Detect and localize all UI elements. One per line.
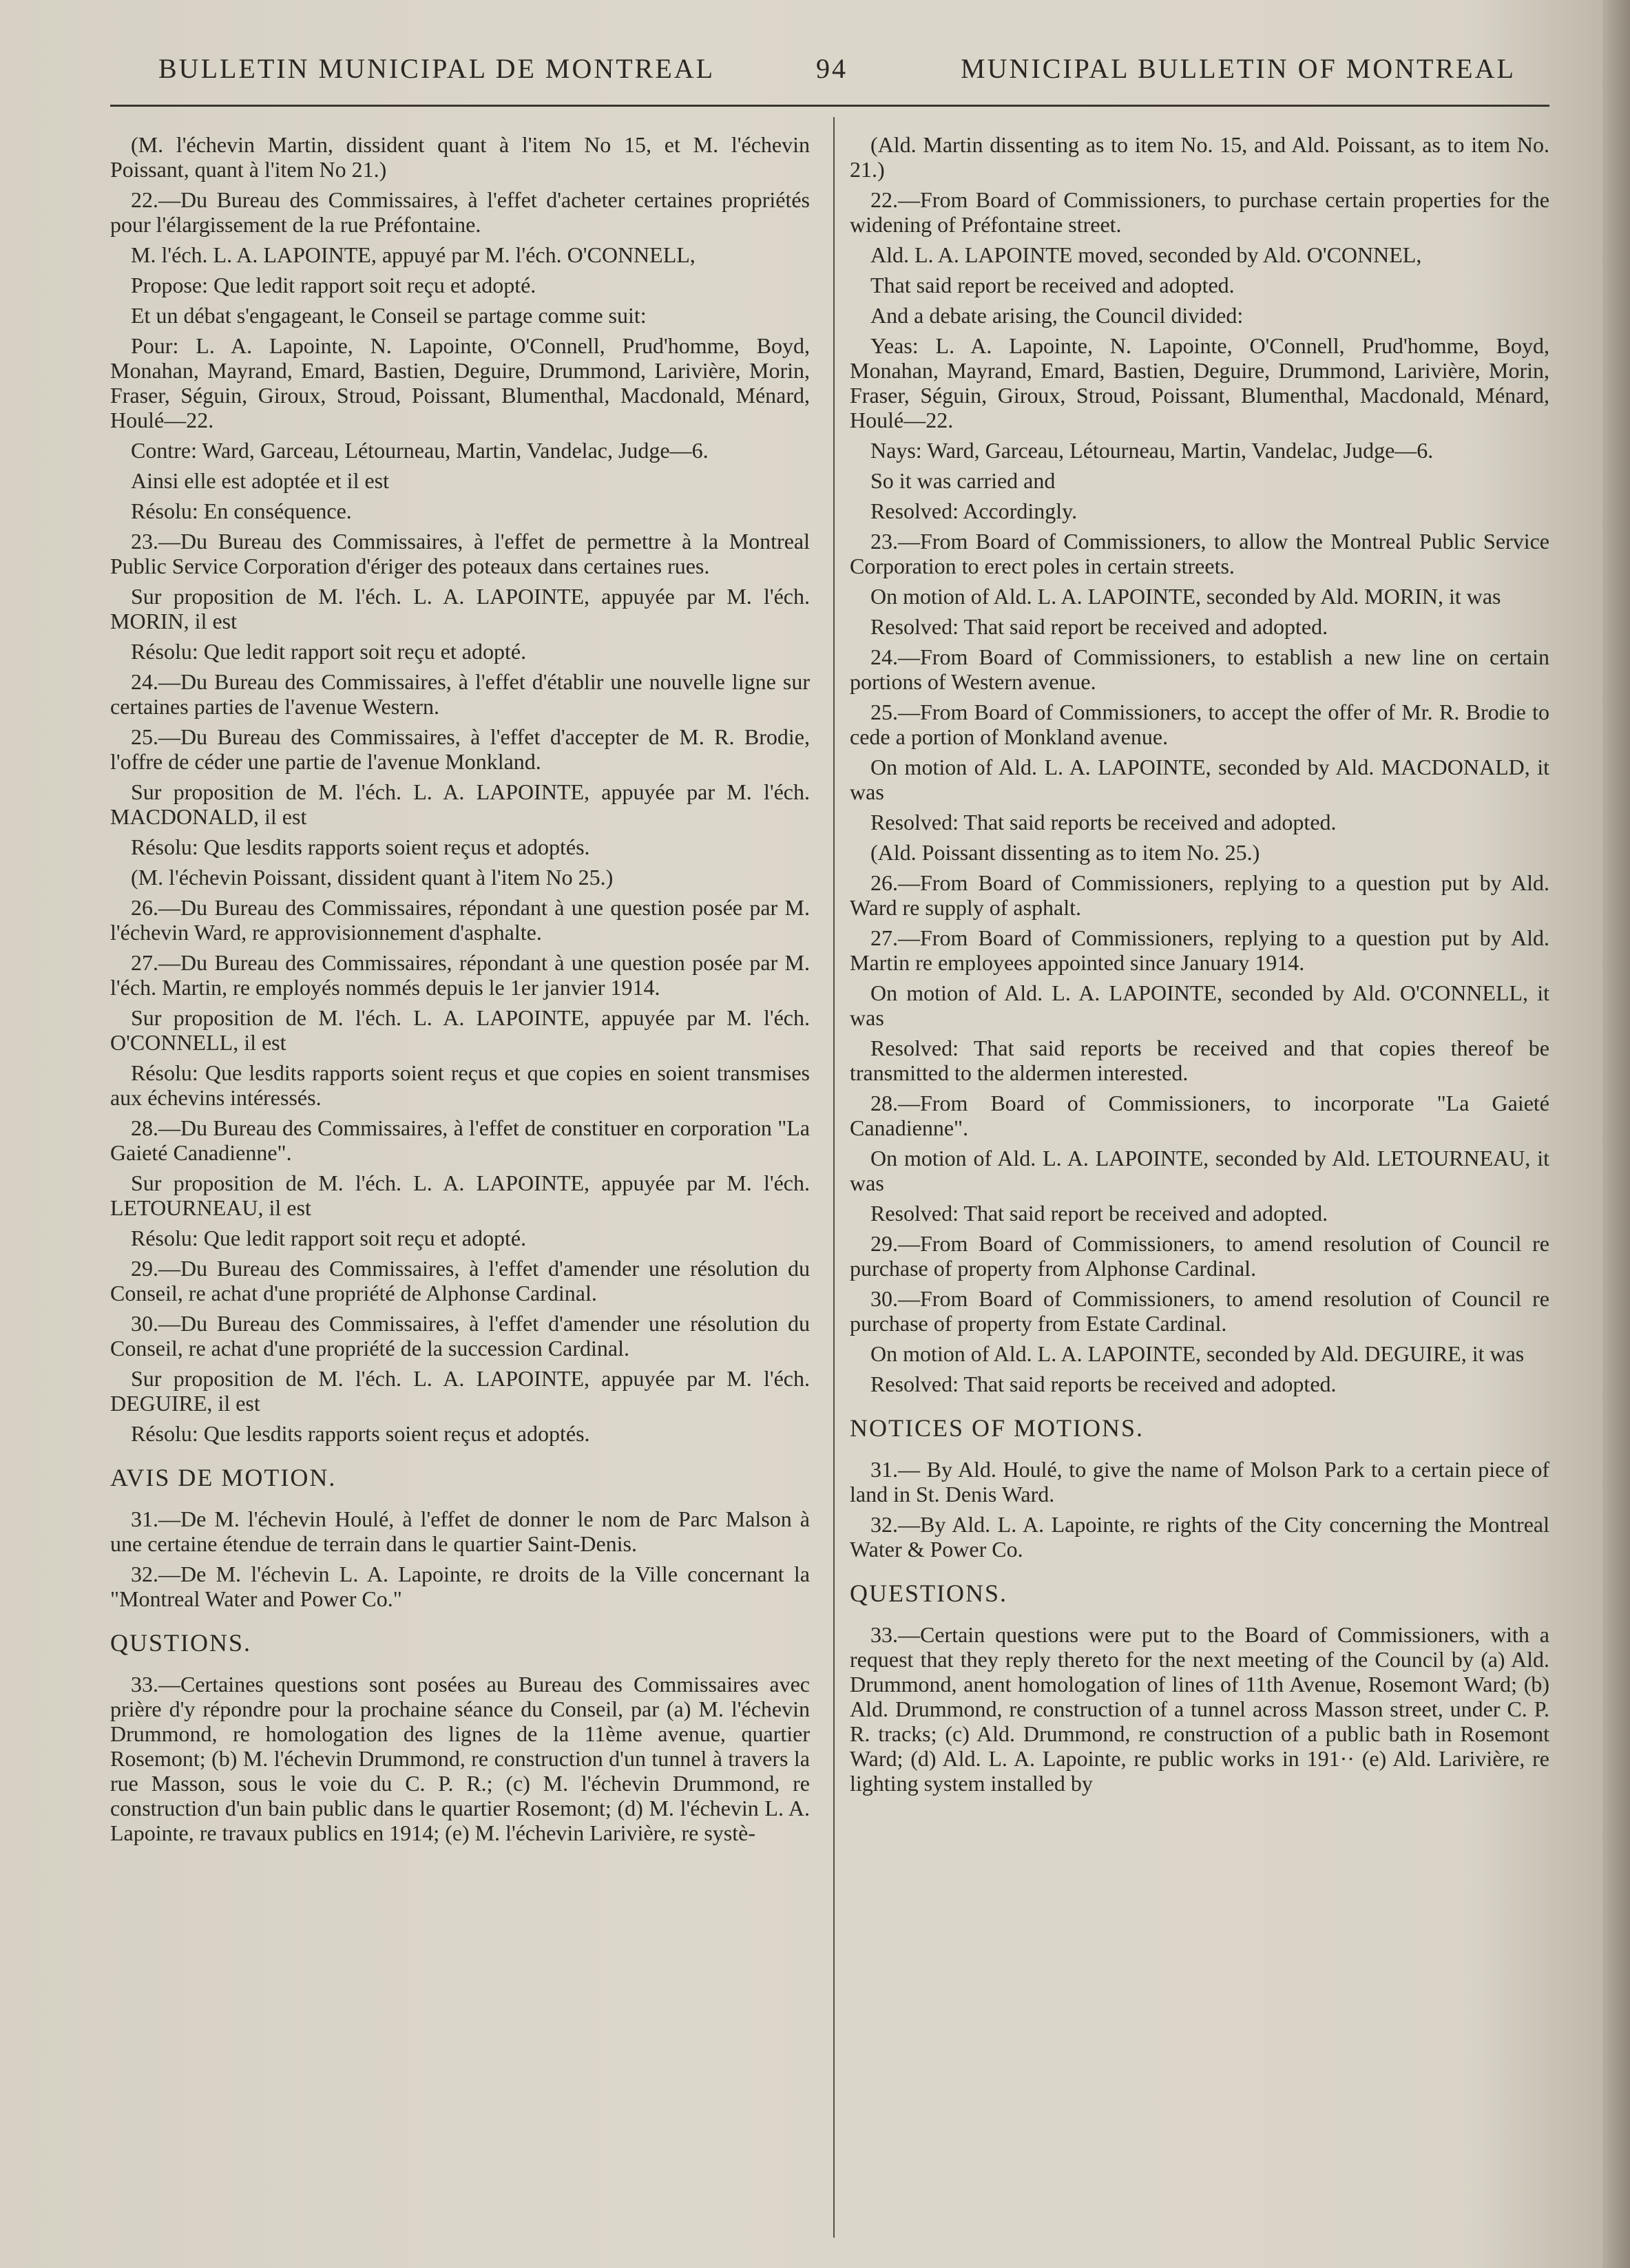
paragraph: 33.—Certaines questions sont posées au Bureau des Commissaires avec prière d'y répondre pour la prochaine séance du Conseil, par (a) M. l'échevin Drummond, re homologation des lignes de la 11ème avenue, quartier Rosemont; (b) M. l'échevin Drummond, re construction d'un tunnel à travers la rue Masson, sous le voie du C. P. R.; (c) M. l'échevin Drummond, re construction d'un bain public dans le quartier Rosemont; (d) M. l'échevin L. A. Lapointe, re travaux publics en 1914; (e) M. l'échevin Larivière, re systè- [110, 1672, 810, 1845]
paragraph: On motion of Ald. L. A. LAPOINTE, seconded by Ald. O'CONNELL, it was [850, 980, 1549, 1030]
paragraph: Et un débat s'engageant, le Conseil se partage comme suit: [131, 303, 647, 328]
english-questions [850, 1622, 1549, 1796]
paragraph: (Ald. Martin dissenting as to item No. 15, and Ald. Poissant, as to item No. 21.) [850, 132, 1549, 182]
paragraph: So it was carried and [870, 468, 1056, 493]
paragraph: Sur proposition de M. l'éch. L. A. LAPOINTE, appuyée par M. l'éch. DEGUIRE, il est [110, 1366, 810, 1416]
paragraph: Pour: L. A. Lapointe, N. Lapointe, O'Connell, Prud'homme, Boyd, Monahan, Mayrand, Emard, Bastien, Deguire, Drummond, Larivière, Morin, Fraser, Séguin, Giroux, Stroud, Poissant, Blumenthal, Macdonald, Ménard, Houlé—22. [110, 333, 810, 432]
paragraph: Sur proposition de M. l'éch. L. A. LAPOINTE, appuyée par M. l'éch. MORIN, il est [110, 584, 810, 633]
paragraph: Nays: Ward, Garceau, Létourneau, Martin, Vandelac, Judge—6. [870, 438, 1434, 463]
paragraph: Sur proposition de M. l'éch. L. A. LAPOINTE, appuyée par M. l'éch. O'CONNELL, il est [110, 1005, 810, 1055]
paragraph: 29.—Du Bureau des Commissaires, à l'effet d'amender une résolution du Conseil, re achat d'une propriété de Alphonse Cardinal. [110, 1256, 810, 1305]
paragraph: Contre: Ward, Garceau, Létourneau, Martin, Vandelac, Judge—6. [131, 438, 709, 463]
english-minutes [850, 132, 1549, 1396]
paragraph: 26.—Du Bureau des Commissaires, répondant à une question posée par M. l'échevin Ward, re approvisionnement d'asphalte. [110, 895, 810, 945]
english-column [850, 132, 1549, 1801]
paragraph: 28.—Du Bureau des Commissaires, à l'effet de constituer en corporation "La Gaieté Canadienne". [110, 1115, 810, 1165]
paragraph: 24.—From Board of Commissioners, to establish a new line on certain portions of Western avenue. [850, 644, 1549, 694]
paragraph: M. l'éch. L. A. LAPOINTE, appuyé par M. l'éch. O'CONNELL, [131, 242, 696, 267]
paragraph: Resolved: That said report be received and adopted. [870, 614, 1328, 639]
paragraph: 26.—From Board of Commissioners, replying to a question put by Ald. Ward re supply of asphalt. [850, 870, 1549, 920]
paragraph: Ainsi elle est adoptée et il est [131, 468, 389, 493]
paragraph: Resolved: Accordingly. [870, 498, 1078, 523]
paragraph: Resolved: That said reports be received and adopted. [870, 810, 1337, 834]
paragraph: Résolu: Que ledit rapport soit reçu et adopté. [131, 639, 527, 664]
paragraph: 32.—By Ald. L. A. Lapointe, re rights of the City concerning the Montreal Water & Power Co. [850, 1512, 1549, 1562]
english-notices [850, 1457, 1549, 1562]
page-edge-shadow [1602, 0, 1630, 2268]
header-title-french: BULLETIN MUNICIPAL DE MONTREAL [158, 53, 715, 84]
paragraph: 23.—From Board of Commissioners, to allow the Montreal Public Service Corporation to erect poles in certain streets. [850, 529, 1549, 578]
paragraph: On motion of Ald. L. A. LAPOINTE, seconded by Ald. LETOURNEAU, it was [850, 1146, 1549, 1195]
paragraph: Sur proposition de M. l'éch. L. A. LAPOINTE, appuyée par M. l'éch. LETOURNEAU, il est [110, 1170, 810, 1220]
paragraph: 25.—From Board of Commissioners, to accept the offer of Mr. R. Brodie to cede a portion of Monkland avenue. [850, 700, 1549, 749]
paragraph: 31.—De M. l'échevin Houlé, à l'effet de donner le nom de Parc Malson à une certaine étendue de terrain dans le quartier Saint-Denis. [110, 1506, 810, 1556]
paragraph: Ald. L. A. LAPOINTE moved, seconded by Ald. O'CONNEL, [870, 242, 1422, 267]
french-notices-heading: AVIS DE MOTION. [110, 1464, 337, 1491]
paragraph: 31.— By Ald. Houlé, to give the name of Molson Park to a certain piece of land in St. Denis Ward. [850, 1457, 1549, 1506]
paragraph: 25.—Du Bureau des Commissaires, à l'effet d'accepter de M. R. Brodie, l'offre de céder une partie de l'avenue Monkland. [110, 724, 810, 774]
paragraph: That said report be received and adopted. [870, 273, 1235, 297]
paragraph: 32.—De M. l'échevin L. A. Lapointe, re droits de la Ville concernant la "Montreal Water and Power Co." [110, 1562, 810, 1611]
paragraph: Résolu: Que lesdits rapports soient reçus et adoptés. [131, 1421, 590, 1446]
paragraph: Résolu: En conséquence. [131, 498, 352, 523]
paragraph: 28.—From Board of Commissioners, to incorporate "La Gaieté Canadienne". [850, 1091, 1549, 1140]
paragraph: Resolved: That said reports be received and that copies thereof be transmitted to the aldermen interested. [850, 1036, 1549, 1085]
paragraph: 30.—From Board of Commissioners, to amend resolution of Council re purchase of property from Estate Cardinal. [850, 1286, 1549, 1336]
paragraph: (M. l'échevin Poissant, dissident quant à l'item No 25.) [131, 865, 614, 890]
paragraph: 27.—From Board of Commissioners, replying to a question put by Ald. Martin re employees appointed since January 1914. [850, 925, 1549, 975]
header-rule [110, 105, 1549, 107]
paragraph: On motion of Ald. L. A. LAPOINTE, seconded by Ald. MORIN, it was [870, 584, 1501, 609]
paragraph: Résolu: Que lesdits rapports soient reçus et que copies en soient transmises aux échevins intéressés. [110, 1060, 810, 1110]
page-header [158, 52, 1563, 94]
paragraph: (Ald. Poissant dissenting as to item No. 25.) [870, 840, 1260, 865]
header-title-english: MUNICIPAL BULLETIN OF MONTREAL [961, 53, 1516, 84]
paragraph: And a debate arising, the Council divided: [870, 303, 1244, 328]
paragraph: Resolved: That said report be received and adopted. [870, 1201, 1328, 1226]
column-divider [833, 117, 835, 2238]
paragraph: 33.—Certain questions were put to the Board of Commissioners, with a request that they reply thereto for the next meeting of the Council by (a) Ald. Drummond, anent homologation of lines of 11th Avenue, Rosemont Ward; (b) Ald. Drummond, re construction of a tunnel across Masson street, under C. P. R. tracks; (c) Ald. Drummond, re construction of a public bath in Rosemont Ward; (d) Ald. L. A. Lapointe, re public works in 191·· (e) Ald. Larivière, re lighting system installed by [850, 1622, 1549, 1796]
french-column [110, 132, 810, 1851]
paragraph: 23.—Du Bureau des Commissaires, à l'effet de permettre à la Montreal Public Service Corporation d'ériger des poteaux dans certaines rues. [110, 529, 810, 578]
paragraph: Propose: Que ledit rapport soit reçu et adopté. [131, 273, 536, 297]
french-notices [110, 1506, 810, 1611]
paragraph: Sur proposition de M. l'éch. L. A. LAPOINTE, appuyée par M. l'éch. MACDONALD, il est [110, 779, 810, 829]
paragraph: (M. l'échevin Martin, dissident quant à l'item No 15, et M. l'échevin Poissant, quant à l'item No 21.) [110, 132, 810, 182]
english-notices-heading: NOTICES OF MOTIONS. [850, 1414, 1145, 1442]
paragraph: Résolu: Que ledit rapport soit reçu et adopté. [131, 1226, 527, 1250]
paragraph: 22.—Du Bureau des Commissaires, à l'effet d'acheter certaines propriétés pour l'élargissement de la rue Préfontaine. [110, 187, 810, 237]
paragraph: 27.—Du Bureau des Commissaires, répondant à une question posée par M. l'éch. Martin, re employés nommés depuis le 1er janvier 1914. [110, 950, 810, 1000]
paragraph: 22.—From Board of Commissioners, to purchase certain properties for the widening of Préfontaine street. [850, 187, 1549, 237]
english-questions-heading: QUESTIONS. [850, 1579, 1008, 1607]
french-minutes [110, 132, 810, 1446]
page-number: 94 [816, 53, 848, 84]
paragraph: 24.—Du Bureau des Commissaires, à l'effet d'établir une nouvelle ligne sur certaines parties de l'avenue Western. [110, 669, 810, 719]
french-questions [110, 1672, 810, 1845]
paragraph: 29.—From Board of Commissioners, to amend resolution of Council re purchase of property from Alphonse Cardinal. [850, 1231, 1549, 1281]
paragraph: 30.—Du Bureau des Commissaires, à l'effet d'amender une résolution du Conseil, re achat d'une propriété de la succession Cardinal. [110, 1311, 810, 1361]
paragraph: Résolu: Que lesdits rapports soient reçus et adoptés. [131, 834, 590, 859]
paragraph: On motion of Ald. L. A. LAPOINTE, seconded by Ald. MACDONALD, it was [850, 755, 1549, 804]
paragraph: Yeas: L. A. Lapointe, N. Lapointe, O'Connell, Prud'homme, Boyd, Monahan, Mayrand, Emard, Bastien, Deguire, Drummond, Larivière, Morin, Fraser, Séguin, Giroux, Stroud, Poissant, Blumenthal, Macdonald, Ménard, Houlé—22. [850, 333, 1549, 432]
french-questions-heading: QUSTIONS. [110, 1629, 252, 1657]
paragraph: Resolved: That said reports be received and adopted. [870, 1372, 1337, 1396]
paragraph: On motion of Ald. L. A. LAPOINTE, seconded by Ald. DEGUIRE, it was [870, 1341, 1525, 1366]
